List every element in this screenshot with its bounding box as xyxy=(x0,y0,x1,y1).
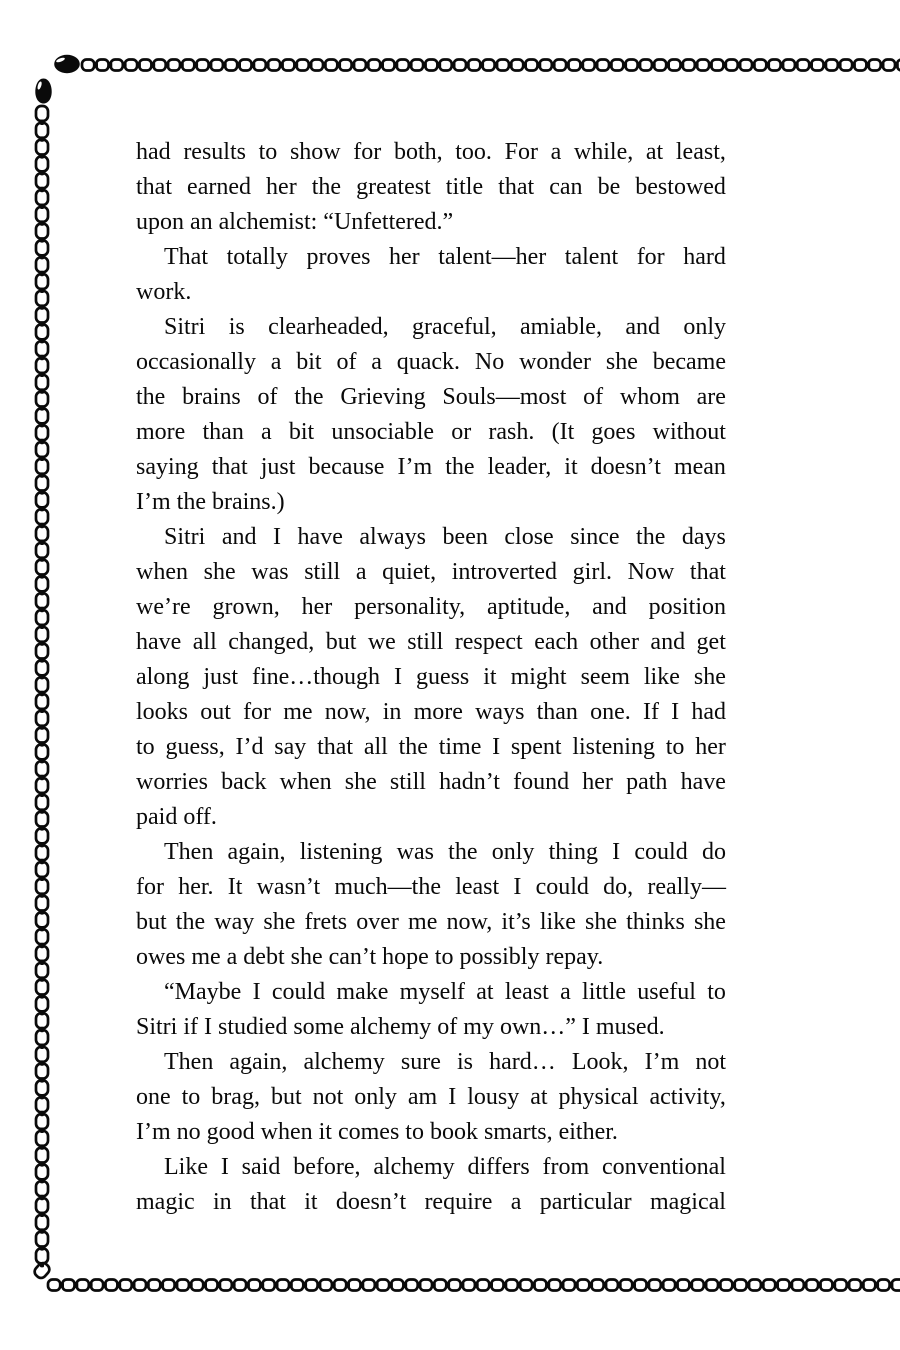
text-line: Sitri and I have always been close since the days xyxy=(164,524,726,550)
chain-border-left-icon xyxy=(33,106,52,1280)
text-line: looks out for me now, in more ways than one. If I had xyxy=(136,699,726,725)
text-line: owes me a debt she can’t hope to possibly repay. xyxy=(136,944,604,970)
text-line: we’re grown, her personality, aptitude, and position xyxy=(136,594,726,620)
text-line: Like I said before, alchemy differs from conventional xyxy=(164,1154,726,1180)
text-line: along just fine…though I guess it might seem like she xyxy=(136,664,726,690)
chain-border-bottom-icon xyxy=(48,1280,900,1291)
text-line: saying that just because I’m the leader, it doesn’t mean xyxy=(136,454,726,480)
text-line: worries back when she still hadn’t found her path have xyxy=(136,769,726,795)
text-line: when she was still a quiet, introverted girl. Now that xyxy=(136,559,726,585)
text-line: the brains of the Grieving Souls—most of whom are xyxy=(136,384,726,410)
text-line: that earned her the greatest title that can be bestowed xyxy=(136,174,726,200)
oval-bead-icon xyxy=(54,55,80,73)
text-line: Then again, alchemy sure is hard… Look, I’m not xyxy=(164,1049,726,1075)
text-line: work. xyxy=(136,279,192,305)
text-line: Then again, listening was the only thing I could do xyxy=(164,839,726,865)
text-line: one to brag, but not only am I lousy at physical activity, xyxy=(136,1084,726,1110)
text-line: have all changed, but we still respect each other and get xyxy=(136,629,726,655)
text-line: magic in that it doesn’t require a particular magical xyxy=(136,1189,726,1215)
book-text xyxy=(136,135,726,1220)
text-line: occasionally a bit of a quack. No wonder she became xyxy=(136,349,726,375)
text-line: but the way she frets over me now, it’s like she thinks she xyxy=(136,909,726,935)
text-line: paid off. xyxy=(136,804,217,830)
text-line: more than a bit unsociable or rash. (It goes without xyxy=(136,419,726,445)
text-line: That totally proves her talent—her talent for hard xyxy=(164,244,726,270)
text-line: I’m the brains.) xyxy=(136,489,285,515)
text-line: I’m no good when it comes to book smarts, either. xyxy=(136,1119,618,1145)
teardrop-bead-icon xyxy=(35,79,51,104)
text-line: Sitri is clearheaded, graceful, amiable, and only xyxy=(164,314,726,340)
chain-border-top-icon xyxy=(82,60,900,71)
text-line: to guess, I’d say that all the time I spent listening to her xyxy=(136,734,726,760)
text-line: “Maybe I could make myself at least a little useful to xyxy=(164,979,726,1005)
text-line: upon an alchemist: “Unfettered.” xyxy=(136,209,454,235)
text-line: for her. It wasn’t much—the least I could do, really— xyxy=(136,874,726,900)
text-line: Sitri if I studied some alchemy of my own…” I mused. xyxy=(136,1014,665,1040)
text-line: had results to show for both, too. For a while, at least, xyxy=(136,139,726,165)
